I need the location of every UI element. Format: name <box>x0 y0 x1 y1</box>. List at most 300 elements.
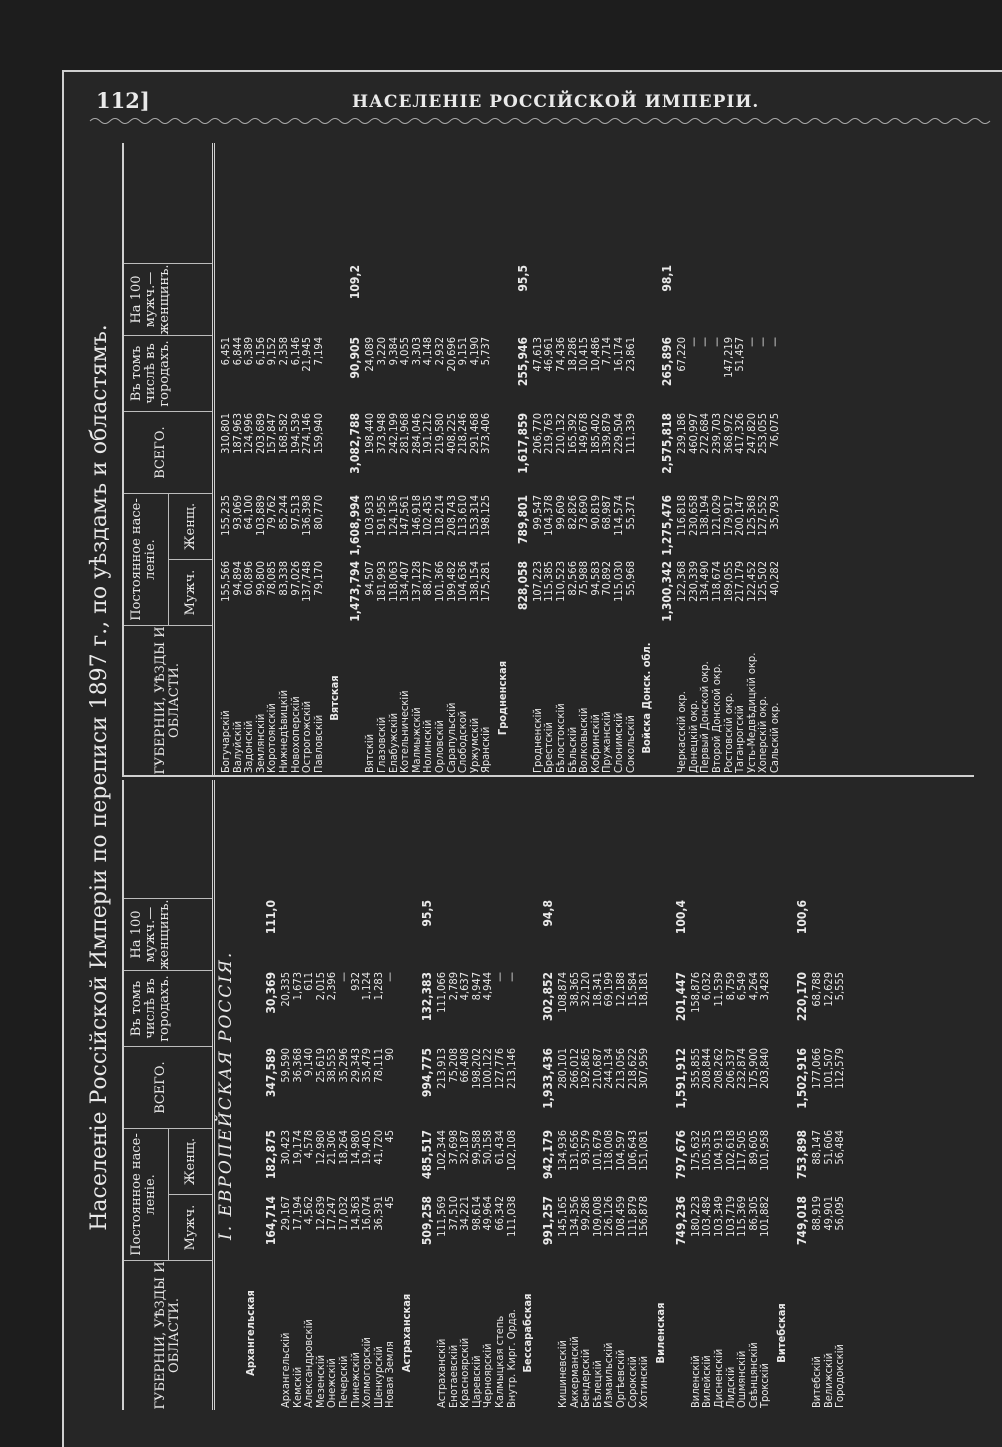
male-count: 17,194 <box>290 1196 304 1231</box>
male-count: 115,369 <box>735 1196 749 1237</box>
female-count: 198,125 <box>479 495 493 536</box>
male-count: 991,257 <box>541 1196 556 1246</box>
total-count: 59,590 <box>279 1048 292 1083</box>
total-count: 244,134 <box>602 1048 616 1089</box>
female-count: 136,398 <box>300 495 314 536</box>
urban-count: 69,199 <box>602 972 616 1007</box>
table-row <box>361 780 373 1410</box>
header-male: Мужч. <box>168 559 212 625</box>
table-row <box>627 780 639 1410</box>
urban-count: 67,220 <box>675 337 689 372</box>
total-count: 25,619 <box>313 1048 327 1083</box>
district-name: Брестскій <box>542 722 556 773</box>
district-name: Ошмянскій <box>735 1350 749 1408</box>
total-count: 203,840 <box>758 1048 772 1089</box>
district-name: Бѣлостокскій <box>554 703 568 773</box>
total-count: 90 <box>383 1048 397 1061</box>
female-count: 104,597 <box>614 1130 628 1171</box>
male-count: 78,085 <box>265 561 279 596</box>
province-total-row <box>658 143 676 775</box>
page-number: 112] <box>96 88 150 113</box>
male-count: 138,154 <box>467 561 481 602</box>
urban-count: — <box>698 337 712 347</box>
female-count: 41,720 <box>371 1130 385 1165</box>
ratio-value: 111,0 <box>264 900 278 935</box>
female-count: 21,306 <box>325 1130 339 1165</box>
district-name: Сорокскій <box>625 1356 639 1408</box>
total-count: 1,933,436 <box>541 1048 556 1109</box>
male-count: 29,167 <box>279 1196 292 1231</box>
urban-count: — <box>710 337 723 347</box>
district-name: Витебская <box>775 1303 788 1363</box>
female-count: 19,174 <box>290 1130 304 1165</box>
urban-count: 46,961 <box>542 337 556 372</box>
total-count: 29,343 <box>348 1048 362 1083</box>
male-count: 55,968 <box>623 561 637 596</box>
female-count: 114,574 <box>612 495 626 536</box>
district-name: Витебскій <box>810 1356 823 1408</box>
district-name: Нижнедѣвицкій <box>276 690 290 773</box>
urban-count: 4,148 <box>421 337 435 366</box>
total-count: 38,553 <box>325 1048 339 1083</box>
table-row <box>278 143 290 775</box>
province-total-row <box>672 780 690 1410</box>
male-count: 122,368 <box>675 561 689 602</box>
male-count: 16,074 <box>360 1196 374 1231</box>
urban-count: — <box>492 972 506 982</box>
header-total: ВСЕГО. <box>124 411 212 493</box>
table-row <box>690 780 702 1410</box>
male-count: 45 <box>383 1196 397 1209</box>
male-count: 111,569 <box>434 1196 448 1237</box>
province-heading <box>517 780 539 1410</box>
table-row <box>459 780 471 1410</box>
province-total-row <box>262 780 280 1410</box>
district-name: Архангельская <box>244 1290 257 1376</box>
female-count: 51,606 <box>821 1130 835 1165</box>
female-count: 121,029 <box>710 495 723 536</box>
male-count: 97,026 <box>288 561 302 596</box>
female-count: 942,179 <box>541 1130 556 1180</box>
total-count: 232,874 <box>735 1048 749 1089</box>
male-count: 94,894 <box>230 561 244 596</box>
urban-count: 9,152 <box>265 337 279 366</box>
district-name: Онежскій <box>325 1358 339 1408</box>
male-count: 111,038 <box>504 1196 518 1237</box>
female-count: 1,275,476 <box>660 495 675 556</box>
female-count: 104,913 <box>712 1130 726 1171</box>
female-count: 485,517 <box>419 1130 434 1180</box>
table-row <box>232 143 244 775</box>
female-count: 101,958 <box>758 1130 772 1171</box>
female-count: 56,484 <box>833 1130 847 1165</box>
header-name: ГУБЕРНІИ, УѢЗДЫ И ОБЛАСТИ. <box>124 1260 212 1410</box>
female-count: 30,423 <box>279 1130 292 1165</box>
district-name: Волковыскій <box>577 707 591 773</box>
urban-count: 6,156 <box>253 337 267 366</box>
total-count: 219,580 <box>432 413 446 454</box>
table-row <box>422 143 434 775</box>
female-count: 104,378 <box>542 495 556 536</box>
district-name: Царевскій <box>469 1355 483 1408</box>
urban-count: 21,945 <box>300 337 314 372</box>
table-row <box>567 143 579 775</box>
header-female: Женщ. <box>168 1128 212 1194</box>
urban-count: 12,188 <box>614 972 628 1007</box>
district-name: Астраханская <box>399 1293 413 1373</box>
total-count: 139,879 <box>600 413 614 454</box>
urban-count: 6,451 <box>219 337 232 366</box>
male-count: 155,566 <box>219 561 232 602</box>
district-name: Первый Донской окр. <box>698 661 712 773</box>
district-name: Бендерскій <box>579 1348 593 1408</box>
female-count: 179,917 <box>721 495 735 536</box>
total-count: 213,056 <box>614 1048 628 1089</box>
district-name: Пружанскій <box>600 711 614 773</box>
male-count: 86,305 <box>746 1196 760 1231</box>
total-count: 460,997 <box>686 413 700 454</box>
table-row <box>557 780 569 1410</box>
header-female: Женщ. <box>168 493 212 559</box>
urban-count: 6,549 <box>735 972 749 1001</box>
female-count: 208,743 <box>444 495 458 536</box>
table-row <box>555 143 567 775</box>
table-row <box>701 780 713 1410</box>
female-count: 89,605 <box>746 1130 760 1165</box>
table-row <box>543 143 555 775</box>
total-count: 417,326 <box>733 413 747 454</box>
female-count: 103,889 <box>253 495 267 536</box>
female-count: 99,588 <box>469 1130 483 1165</box>
urban-count: — <box>336 972 350 982</box>
total-count: 198,440 <box>363 413 377 454</box>
total-count: 208,262 <box>712 1048 726 1089</box>
total-count: 35,296 <box>336 1048 350 1083</box>
female-count: 82,826 <box>565 495 579 530</box>
male-count: 749,018 <box>795 1196 809 1246</box>
table-row <box>811 780 823 1410</box>
female-count: 797,676 <box>673 1130 688 1180</box>
urban-count: 6,844 <box>230 337 244 366</box>
district-name: Александровскій <box>302 1319 316 1408</box>
table-row <box>243 143 255 775</box>
province-heading <box>771 780 793 1410</box>
female-count: 102,435 <box>421 495 435 536</box>
urban-count: 4,944 <box>481 972 495 1001</box>
urban-count: 2,358 <box>276 337 290 366</box>
district-name: Яранскій <box>479 726 493 773</box>
total-count: 274,146 <box>300 413 314 454</box>
table-row <box>313 143 325 775</box>
district-name: Трокскій <box>758 1363 772 1408</box>
female-count: 175,632 <box>688 1130 702 1171</box>
table-row <box>613 143 625 775</box>
rows-right <box>220 143 781 775</box>
male-count: 122,452 <box>744 561 758 602</box>
table-row <box>723 143 735 775</box>
male-count: 828,058 <box>515 561 530 611</box>
total-count: 1,617,859 <box>515 413 530 474</box>
urban-count: 2,789 <box>446 972 460 1001</box>
male-count: 103,489 <box>700 1196 714 1237</box>
total-count: 9,140 <box>302 1048 316 1077</box>
table-row <box>373 780 385 1410</box>
total-count: 210,687 <box>590 1048 604 1089</box>
urban-count: — <box>504 972 518 982</box>
district-name: Свѣнцянскій <box>746 1342 760 1408</box>
ratio-value: 94,8 <box>541 900 556 927</box>
male-count: 134,490 <box>698 561 712 602</box>
female-count: 97,513 <box>288 495 302 530</box>
male-count: 137,748 <box>300 561 314 602</box>
table-row <box>746 143 758 775</box>
female-count: 90,819 <box>588 495 602 530</box>
urban-count: 2,015 <box>313 972 327 1001</box>
table-row <box>823 780 835 1410</box>
district-name: Енотаевскій <box>446 1344 460 1408</box>
province-total-row <box>514 143 532 775</box>
district-name: Лидскій <box>723 1366 737 1408</box>
total-count: 219,763 <box>542 413 556 454</box>
district-name: Донецкій окр. <box>686 700 700 773</box>
table-right-half <box>122 143 974 777</box>
district-name: Красноярскій <box>458 1337 472 1408</box>
total-count: 284,046 <box>409 413 423 454</box>
urban-count: 6,389 <box>242 337 256 366</box>
urban-count: 4,055 <box>398 337 412 366</box>
urban-count: 10,415 <box>577 337 591 372</box>
male-count: 1,473,794 <box>348 561 363 622</box>
male-count: 17,032 <box>336 1196 350 1231</box>
province-heading <box>492 143 514 775</box>
male-count: 99,286 <box>579 1196 593 1231</box>
district-name: Бѣлецкій <box>590 1360 604 1408</box>
table-row <box>725 780 737 1410</box>
table-row <box>578 143 590 775</box>
total-count: 159,940 <box>311 413 325 454</box>
urban-count: 1,673 <box>290 972 304 1001</box>
female-count: 124,136 <box>386 495 400 536</box>
total-count: 210,132 <box>554 413 568 454</box>
total-count: 3,082,788 <box>348 413 363 474</box>
table-row <box>338 780 350 1410</box>
section-heading: I. ЕВРОПЕЙСКАЯ РОССІЯ. <box>216 950 236 1240</box>
table-title: Населеніе Россійской Имперіи по переписи 1897 г., по уѣздамъ и областямъ. <box>87 324 112 1231</box>
urban-count: 7,714 <box>600 337 614 366</box>
rotated-table <box>67 145 977 1410</box>
total-count: 280,101 <box>556 1048 570 1089</box>
header-ratio: На 100 мужч.— женщинъ. <box>124 263 212 335</box>
urban-count: 16,174 <box>612 337 626 372</box>
male-count: 49,901 <box>821 1196 835 1231</box>
header-ratio: На 100 мужч.— женщинъ. <box>124 898 212 970</box>
total-count: 168,582 <box>276 413 290 454</box>
male-count: 82,566 <box>565 561 579 596</box>
district-name: Слонимскій <box>612 712 626 773</box>
female-count: 99,547 <box>530 495 544 530</box>
female-count: 88,147 <box>810 1130 823 1165</box>
district-name: Вятскій <box>363 733 377 773</box>
province-heading <box>396 780 418 1410</box>
male-count: 108,459 <box>614 1196 628 1237</box>
district-name: Гродненскій <box>530 708 544 773</box>
urban-count: 5,737 <box>479 337 493 366</box>
urban-count: 265,896 <box>660 337 675 387</box>
table-row <box>303 780 315 1410</box>
district-name: Сарапульскій <box>444 702 458 773</box>
table-row <box>532 143 544 775</box>
female-count: 138,194 <box>698 495 712 536</box>
header-total: ВСЕГО. <box>124 1046 212 1128</box>
district-name: Бѣльскій <box>565 726 579 773</box>
table-row <box>446 143 458 775</box>
male-count: 180,223 <box>688 1196 702 1237</box>
female-count: 14,980 <box>348 1130 362 1165</box>
table-row <box>506 780 518 1410</box>
table-row <box>736 780 748 1410</box>
district-name: Орловскій <box>432 720 446 773</box>
total-count: 187,963 <box>230 413 244 454</box>
female-count: 19,405 <box>360 1130 374 1165</box>
total-count: 242,199 <box>386 413 400 454</box>
male-count: 217,179 <box>733 561 747 602</box>
female-count: 79,762 <box>265 495 279 530</box>
district-name: Слободской <box>456 710 470 773</box>
female-count: 116,818 <box>675 495 689 536</box>
urban-count: 10,486 <box>588 337 602 372</box>
urban-count: — <box>383 972 397 982</box>
female-count: 85,244 <box>276 495 290 530</box>
urban-count: 2,396 <box>325 972 339 1001</box>
urban-count: 6,032 <box>700 972 714 1001</box>
total-count: 272,684 <box>698 413 712 454</box>
total-count: 185,402 <box>588 413 602 454</box>
district-name: Новая Земля <box>383 1341 397 1408</box>
urban-count: 68,788 <box>810 972 823 1007</box>
male-count: 115,385 <box>542 561 556 602</box>
table-row <box>220 143 232 775</box>
female-count: 55,371 <box>623 495 637 530</box>
urban-count: 20,696 <box>444 337 458 372</box>
district-name: Вилейскій <box>700 1355 714 1408</box>
table-row <box>469 143 481 775</box>
table-row <box>326 780 338 1410</box>
total-count: 127,776 <box>492 1048 506 1089</box>
female-count: 191,955 <box>374 495 388 536</box>
urban-count: 23,861 <box>623 337 637 372</box>
table-row <box>676 143 688 775</box>
total-count: 213,913 <box>434 1048 448 1089</box>
female-count: 1,608,994 <box>348 495 363 556</box>
total-count: 36,368 <box>290 1048 304 1083</box>
total-count: 373,948 <box>374 413 388 454</box>
female-count: 105,355 <box>700 1130 714 1171</box>
total-count: 994,775 <box>419 1048 434 1098</box>
table-row <box>388 143 400 775</box>
female-count: 118,008 <box>602 1130 616 1171</box>
female-count: 789,801 <box>515 495 530 545</box>
female-count: 113,610 <box>456 495 470 536</box>
female-count: 101,679 <box>590 1130 604 1171</box>
total-count: 191,212 <box>421 413 435 454</box>
district-name: Печерскій <box>336 1355 350 1408</box>
table-row <box>280 780 292 1410</box>
header-population: Постоянное насе- леніе. <box>124 1128 168 1260</box>
male-count: 40,282 <box>767 561 781 596</box>
female-count: 102,108 <box>504 1130 518 1171</box>
female-count: 35,793 <box>767 495 781 530</box>
table-row <box>480 143 492 775</box>
urban-count: 30,369 <box>264 972 278 1014</box>
province-total-row <box>793 780 811 1410</box>
urban-count: 6,146 <box>288 337 302 366</box>
table-left-half <box>122 780 974 1410</box>
district-name: Виленская <box>653 1302 667 1364</box>
male-count: 101,366 <box>432 561 446 602</box>
district-name: Мезенскій <box>313 1354 327 1408</box>
male-count: 749,236 <box>673 1196 688 1246</box>
total-count: 229,504 <box>612 413 626 454</box>
header-name: ГУБЕРНІИ, УѢЗДЫ И ОБЛАСТИ. <box>124 625 212 775</box>
male-count: 111,879 <box>625 1196 639 1237</box>
male-count: 145,165 <box>556 1196 570 1237</box>
district-name: Аккерманскій <box>567 1336 581 1408</box>
urban-count: 147,219 <box>721 337 735 378</box>
table-row <box>590 143 602 775</box>
province-total-row <box>346 143 364 775</box>
urban-count: 11,539 <box>712 972 726 1007</box>
urban-count: 51,457 <box>733 337 747 372</box>
total-count: 347,589 <box>264 1048 278 1098</box>
female-count: 37,698 <box>446 1130 460 1165</box>
male-count: 110,523 <box>554 561 568 602</box>
female-count: 131,656 <box>567 1130 581 1171</box>
table-row <box>601 143 613 775</box>
district-name: Гродненская <box>495 660 509 736</box>
table-row <box>471 780 483 1410</box>
table-row <box>292 780 304 1410</box>
male-count: 109,008 <box>590 1196 604 1237</box>
total-count: 165,392 <box>565 413 579 454</box>
province-heading <box>324 143 346 775</box>
male-count: 115,030 <box>612 561 626 602</box>
table-row <box>757 143 769 775</box>
male-count: 103,719 <box>723 1196 737 1237</box>
total-count: 111,339 <box>623 413 637 454</box>
table-row <box>592 780 604 1410</box>
header-urban: Въ томъ числѣ въ городахъ. <box>124 335 212 411</box>
table-row <box>615 780 627 1410</box>
male-count: 125,502 <box>756 561 770 602</box>
total-count: 203,689 <box>253 413 267 454</box>
table-header-right <box>124 143 215 775</box>
female-count: 117,505 <box>735 1130 749 1171</box>
total-count: 194,539 <box>288 413 302 454</box>
urban-count: 90,905 <box>348 337 363 379</box>
district-name: Павловскій <box>311 714 325 773</box>
male-count: 34,221 <box>458 1196 472 1231</box>
male-count: 98,614 <box>469 1196 483 1231</box>
urban-count: 201,447 <box>673 972 688 1022</box>
table-row <box>494 780 506 1410</box>
female-count: 151,081 <box>637 1130 651 1171</box>
female-count: 106,643 <box>625 1130 639 1171</box>
total-count: 218,622 <box>625 1048 639 1089</box>
male-count: 126,126 <box>602 1196 616 1237</box>
district-name: Кишиневскій <box>556 1340 570 1408</box>
table-row <box>384 780 396 1410</box>
urban-count: 9,151 <box>456 337 470 366</box>
